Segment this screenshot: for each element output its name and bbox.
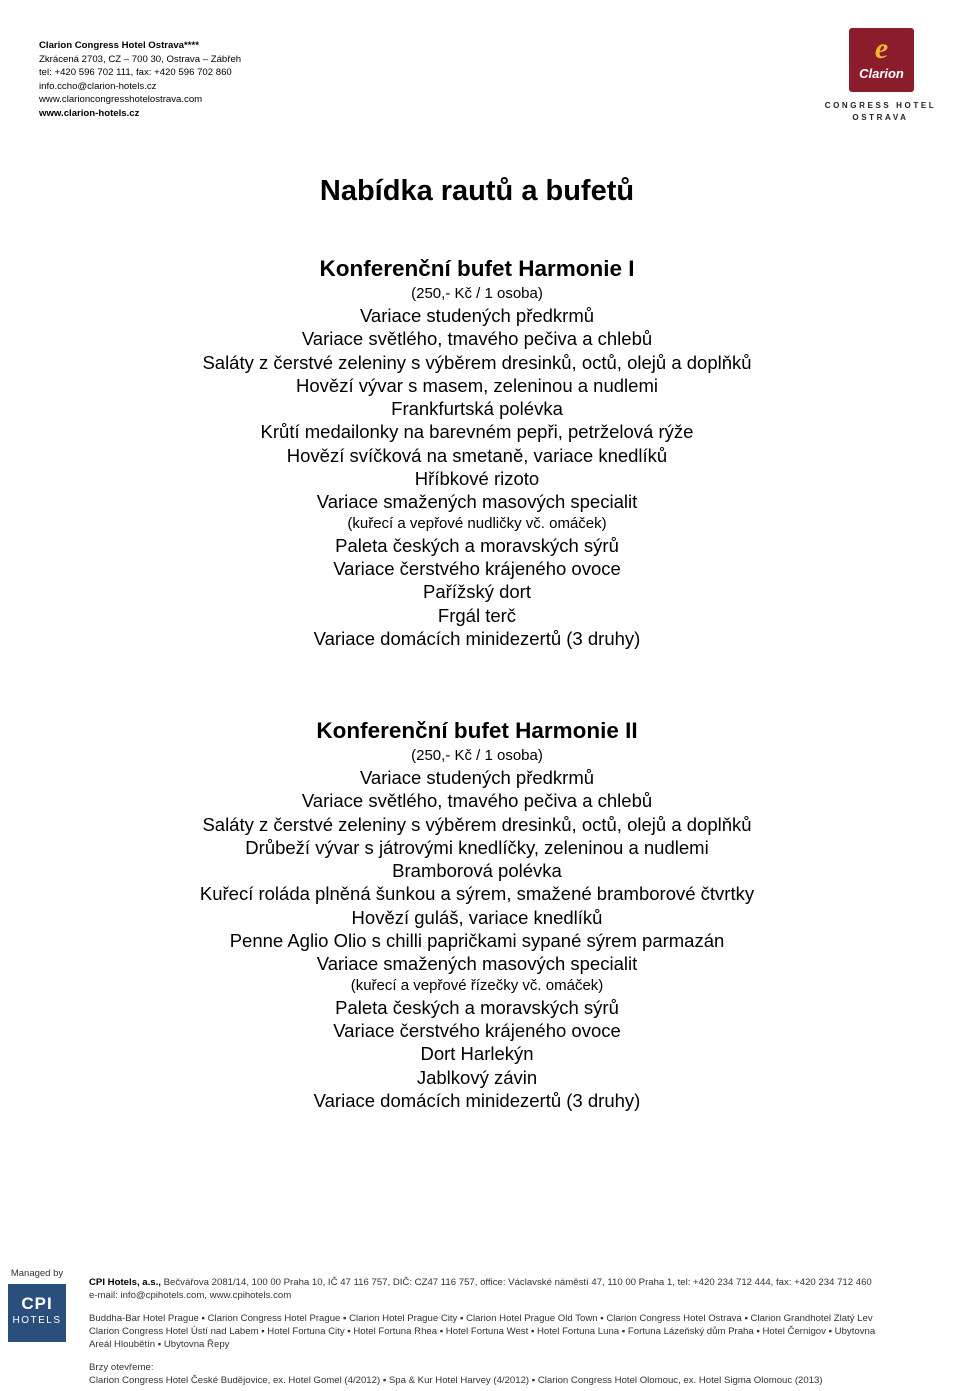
company-details: Bečvářova 2081/14, 100 00 Praha 10, IČ 47 116 757, DIČ: CZ47 116 757, office: Václavské náměstí 47, 110 00 Praha 1, tel: +420 234 712 444, fax: +420 234 712 460 <box>160 1277 872 1288</box>
menu-item: Variace domácích minidezertů (3 druhy) <box>313 627 641 649</box>
menu-item-note: (kuřecí a vepřové nudličky vč. omáček) <box>347 514 607 532</box>
hotel-email[interactable]: info.ccho@clarion-hotels.cz <box>39 80 157 92</box>
section-price: (250,- Kč / 1 osoba) <box>411 747 543 764</box>
menu-item: Variace studených předkrmů <box>359 305 595 326</box>
footer-company <box>89 1276 949 1302</box>
menu-section-2 <box>0 716 954 1112</box>
menu-item: Krůtí medailonky na barevném pepři, petrželová rýže <box>260 421 694 443</box>
menu-item: Variace smažených masových specialit <box>316 953 638 975</box>
menu-item: Variace světlého, tmavého pečiva a chlebů <box>301 328 653 350</box>
clarion-logo-box <box>849 28 914 92</box>
coming-soon-label: Brzy otevřeme: <box>89 1362 154 1373</box>
menu-item: Drůbeží vývar s játrovými knedlíčky, zeleninou a nudlemi <box>245 836 709 858</box>
clarion-e-icon: e <box>874 32 889 65</box>
menu-item: Hovězí vývar s masem, zeleninou a nudlemi <box>296 374 658 396</box>
logo-line-2: OSTRAVA <box>852 113 909 122</box>
section-heading: Konferenční bufet Harmonie I <box>319 256 635 281</box>
clarion-wordmark: Clarion <box>859 66 904 81</box>
menu-item: Variace světlého, tmavého pečiva a chlebů <box>301 790 653 812</box>
menu-item: Variace domácích minidezertů (3 druhy) <box>313 1089 641 1111</box>
hotels-line: Clarion Congress Hotel Ústí nad Labem ▪ Hotel Fortuna City ▪ Hotel Fortuna Rhea ▪ Hotel Fortuna West ▪ Hotel Fortuna Luna ▪ Fortuna Lázeňský dům Praha ▪ Hotel Černigov ▪ Ubytovna <box>89 1326 876 1337</box>
hotels-line: Buddha-Bar Hotel Prague ▪ Clarion Congress Hotel Prague ▪ Clarion Hotel Prague City ▪ Clarion Hotel Prague Old Town ▪ Clarion Congress Hotel Ostrava ▪ Clarion Grandhotel Zlatý Lev <box>89 1313 873 1324</box>
hotels-line: Areál Hloubětín ▪ Ubytovna Řepy <box>89 1339 230 1350</box>
menu-item: Kuřecí roláda plněná šunkou a sýrem, smažené bramborové čtvrtky <box>199 883 755 905</box>
menu-item: Saláty z čerstvé zeleniny s výběrem dresinků, octů, olejů a doplňků <box>202 351 752 373</box>
menu-item: Jablkový závin <box>416 1066 538 1088</box>
menu-item-note: (kuřecí a vepřové řízečky vč. omáček) <box>350 976 604 994</box>
menu-item: Pařížský dort <box>423 581 531 603</box>
menu-item: Variace smažených masových specialit <box>316 491 638 513</box>
menu-section-1 <box>0 254 954 650</box>
logo-line-1: CONGRESS HOTEL <box>824 101 937 110</box>
company-contact: e-mail: info@cpihotels.com, www.cpihotels.com <box>89 1290 292 1301</box>
menu-item: Frgál terč <box>437 604 517 626</box>
menu-item: Variace čerstvého krájeného ovoce <box>333 1019 621 1041</box>
section-price: (250,- Kč / 1 osoba) <box>411 285 543 302</box>
menu-item: Hovězí svíčková na smetaně, variace knedlíků <box>286 444 668 466</box>
section-heading: Konferenční bufet Harmonie II <box>316 718 638 743</box>
brand-website[interactable]: www.clarion-hotels.cz <box>39 107 140 119</box>
clarion-logo <box>818 28 943 128</box>
hotel-phone: tel: +420 596 702 111, fax: +420 596 702 860 <box>39 67 232 78</box>
cpi-logo-box <box>8 1284 66 1342</box>
company-name: CPI Hotels, a.s., <box>89 1277 161 1288</box>
hotel-website[interactable]: www.clarioncongresshotelostrava.com <box>39 94 203 105</box>
menu-item: Paleta českých a moravských sýrů <box>335 996 619 1018</box>
menu-item: Penne Aglio Olio s chilli papričkami sypané sýrem parmazán <box>229 930 725 952</box>
hotel-header <box>39 39 241 120</box>
cpi-logo-bottom: HOTELS <box>12 1315 62 1326</box>
menu-item: Hovězí guláš, variace knedlíků <box>351 906 603 928</box>
menu-item: Paleta českých a moravských sýrů <box>335 534 619 556</box>
menu-item: Bramborová polévka <box>392 860 562 882</box>
hotel-name: Clarion Congress Hotel Ostrava**** <box>39 40 199 51</box>
menu-item: Hříbkové rizoto <box>414 468 540 490</box>
menu-item: Saláty z čerstvé zeleniny s výběrem dresinků, octů, olejů a doplňků <box>202 813 752 835</box>
menu-item: Variace studených předkrmů <box>359 767 595 788</box>
menu-item: Frankfurtská polévka <box>391 398 563 420</box>
managed-by-label: Managed by <box>10 1268 64 1279</box>
footer-hotels <box>89 1312 949 1351</box>
footer-coming-soon <box>89 1361 949 1387</box>
menu-item: Variace čerstvého krájeného ovoce <box>333 557 621 579</box>
coming-soon-hotels: Clarion Congress Hotel České Budějovice, ex. Hotel Gomel (4/2012) ▪ Spa & Kur Hotel Harvey (4/2012) ▪ Clarion Congress Hotel Olomouc, ex. Hotel Sigma Olomouc (2013) <box>89 1375 823 1386</box>
cpi-hotels-logo <box>6 1268 68 1342</box>
menu-item: Dort Harlekýn <box>420 1043 534 1065</box>
hotel-address: Zkrácená 2703, CZ – 700 30, Ostrava – Zábřeh <box>39 53 242 65</box>
page-title: Nabídka rautů a bufetů <box>319 175 635 207</box>
cpi-logo-top: CPI <box>21 1294 53 1313</box>
